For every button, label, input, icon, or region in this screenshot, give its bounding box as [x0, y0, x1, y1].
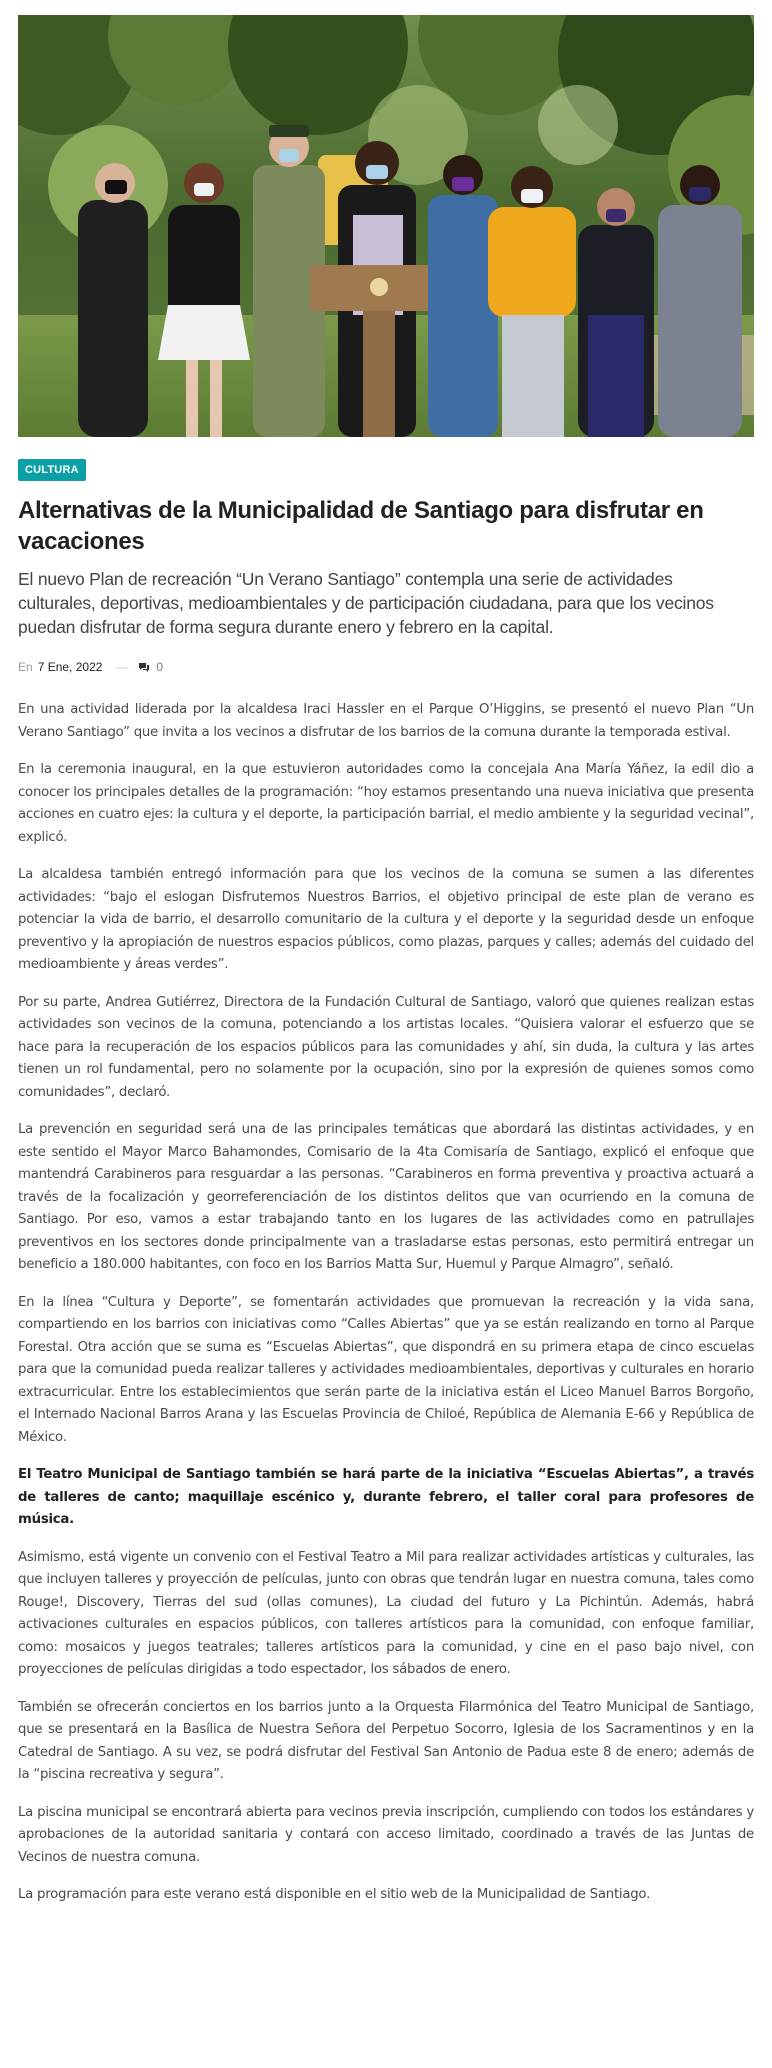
article-paragraph: También se ofrecerán conciertos en los barrios junto a la Orquesta Filarmónica del Teatro Municipal de Santiago, que se presentará en la Basílica de Nuestra Señora del Perpetuo Socorro, Iglesia de los Sacramentinos y en la Catedral de Santiago. A su vez, se podrá disfrutar del Festival San Antonio de Padua este 8 de enero; además de la “piscina recreativa y segura”. [18, 1699, 754, 1782]
article-featured-image[interactable] [18, 15, 754, 437]
article-paragraph: Por su parte, Andrea Gutiérrez, Directora de la Fundación Cultural de Santiago, valoró que quienes realizan estas actividades son vecinos de la comuna, potenciando a los artistas locales. “Quisiera valorar el esfuerzo que se hace para la recuperación de los espacios públicos para las comunidades y ahí, sin duda, la cultura y las artes tienen un rol fundamental, pero no solamente por la ocupación, sino por la expresión de quienes somos como comunidades”, declaró. [18, 994, 754, 1100]
article-paragraph: La piscina municipal se encontrará abierta para vecinos previa inscripción, cumpliendo con todos los estándares y aprobaciones de la autoridad sanitaria y contará con acceso limitado, coordinado a través de las Juntas de Vecinos de nuestra comuna. [18, 1804, 754, 1865]
article-paragraph: Asimismo, está vigente un convenio con el Festival Teatro a Mil para realizar actividades artísticas y culturales, las que incluyen talleres y proyección de películas, junto con obras que tendrán lugar en nuestra comuna, tales como Rouge!, Discovery, Tierras del sud (ollas comunes), La ciudad del futuro y La Pichintún. Además, habrá activaciones culturales en espacios públicos, con talleres artísticos para la comunidad, con enfoque familiar, como: mosaicos y juegos teatrales; talleres artísticos para la comunidad, y cine en el paso bajo nivel, con proyecciones de películas dirigidas a todo espectador, los sábados de enero. [18, 1549, 754, 1677]
article-title: Alternativas de la Municipalidad de Santiago para disfrutar en vacaciones [18, 497, 704, 555]
article-paragraph: En una actividad liderada por la alcaldesa Iraci Hassler en el Parque O’Higgins, se presentó el nuevo Plan “Un Verano Santiago” que invita a los vecinos a disfrutar de los barrios de la comuna durante la temporada estival. [18, 702, 754, 740]
article-paragraph-highlight: El Teatro Municipal de Santiago también se hará parte de la iniciativa “Escuelas Abiertas”, a través de talleres de canto; maquillaje escénico y, durante febrero, el taller coral para profesores de música. [18, 1467, 754, 1527]
article-photo [18, 15, 754, 437]
date-prefix: En [18, 660, 33, 674]
category-badge[interactable]: CULTURA [18, 459, 86, 481]
article-paragraph: La alcaldesa también entregó información para que los vecinos de la comuna se sumen a las diferentes actividades: “bajo el eslogan Disfrutemos Nuestros Barrios, el objetivo principal de este plan de verano es potenciar la vida de barrio, el desarrollo comunitario de la cultura y el deporte y la seguridad desde un enfoque preventivo y la apropiación de nuestros espacios públicos, como plazas, parques y calles; además del cuidado del medioambiente y áreas verdes”. [18, 867, 754, 972]
comments-count[interactable]: 0 [156, 660, 164, 674]
comments-icon[interactable] [138, 662, 150, 673]
publish-date[interactable]: 7 Ene, 2022 [37, 660, 103, 674]
article-meta [18, 659, 754, 675]
meta-separator: — [116, 660, 129, 674]
article-paragraph: En la línea “Cultura y Deporte”, se fomentarán actividades que promuevan la recreación y la vida sana, compartiendo en los barrios con iniciativas como “Calles Abiertas” que ya se están realizando en torno al Parque Forestal. Otra acción que se suma es “Escuelas Abiertas”, que dispondrá en su primera etapa de cinco escuelas para que la comunidad pueda realizar talleres y actividades medioambientales, deportivas y culturales en horario extracurricular. Entre los establecimientos que serán parte de la iniciativa están el Liceo Manuel Barros Borgoño, el Internado Nacional Barros Arana y las Escuelas Provincia de Chiloé, República de Alemania E-66 y República de México. [18, 1294, 754, 1445]
article-subtitle: El nuevo Plan de recreación “Un Verano Santiago” contempla una serie de actividades culturales, deportivas, medioambientales y de participación ciudadana, para que los vecinos puedan disfrutar de forma segura durante enero y febrero en la capital. [18, 569, 714, 637]
article-paragraph: La programación para este verano está disponible en el sitio web de la Municipalidad de Santiago. [18, 1887, 651, 1902]
article-body [18, 699, 754, 1907]
article-paragraph: En la ceremonia inaugural, en la que estuvieron autoridades como la concejala Ana María Yáñez, la edil dio a conocer los principales detalles de la programación: “hoy estamos presentando una nueva iniciativa que presenta acciones en cuatro ejes: la cultura y el deporte, la participación barrial, el medio ambiente y la seguridad vecinal”, explicó. [18, 762, 754, 845]
article-paragraph: La prevención en seguridad será una de las principales temáticas que abordará las distintas actividades, y en este sentido el Mayor Marco Bahamondes, Comisario de la 4ta Comisaría de Santiago, explicó el enfoque que mantendrá Carabineros para resguardar a las personas. “Carabineros en forma preventiva y proactiva actuará a través de la focalización y georreferenciación de los distintos delitos que van ocurriendo en la comuna de Santiago. Por eso, vamos a estar trabajando tanto en los lugares de las actividades como en patrullajes preventivos en los sectores donde principalmente van a trasladarse estas personas, esto permitirá entregar un beneficio a 180.000 habitantes, con foco en los Barrios Matta Sur, Huemul y Parque Almagro”, señaló. [18, 1122, 754, 1272]
